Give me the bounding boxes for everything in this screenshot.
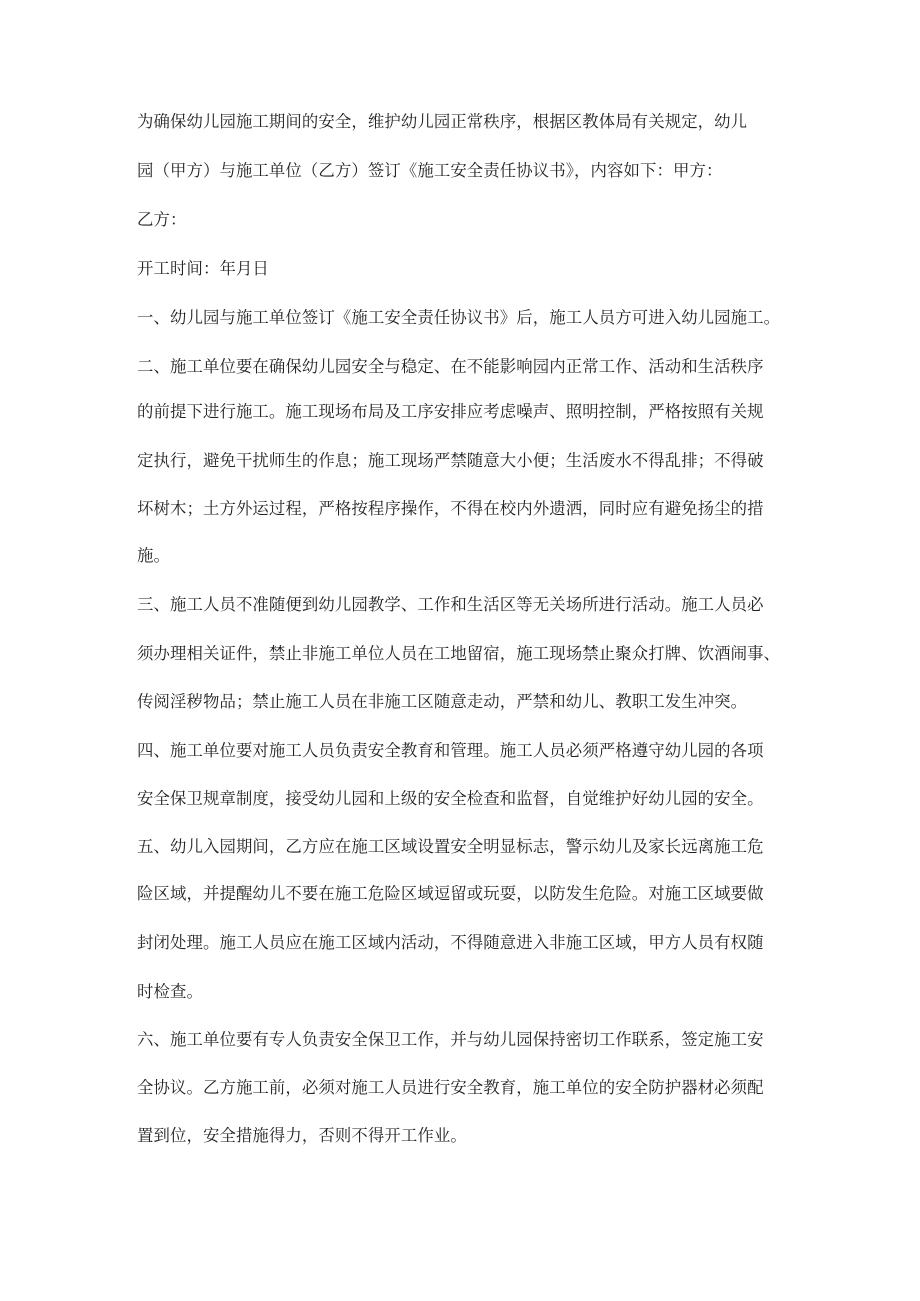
clause-2-line-3: 定执行，避免干扰师生的作息；施工现场严禁随意大小便；生活废水不得乱排；不得破 — [137, 451, 764, 470]
clause-5-line-3: 封闭处理。施工人员应在施工区域内活动，不得随意进入非施工区域，甲方人员有权随 — [137, 933, 764, 952]
clause-3-line-3: 传阅淫秽物品；禁止施工人员在非施工区随意走动，严禁和幼儿、教职工发生冲突。 — [137, 692, 748, 711]
clause-5-line-4: 时检查。 — [137, 982, 203, 1001]
clause-6-line-2: 全协议。乙方施工前，必须对施工人员进行安全教育，施工单位的安全防护器材必须配 — [137, 1078, 764, 1097]
clause-6-line-1: 六、施工单位要有专人负责安全保卫工作，并与幼儿园保持密切工作联系，签定施工安 — [137, 1030, 764, 1049]
clause-1-line-1: 一、幼儿园与施工单位签订《施工安全责任协议书》后，施工人员方可进入幼儿园施工。 — [137, 308, 781, 327]
intro-line-1: 为确保幼儿园施工期间的安全，维护幼儿园正常秩序，根据区教体局有关规定，幼儿 — [137, 112, 748, 131]
clause-2-line-2: 的前提下进行施工。施工现场布局及工序安排应考虑噪声、照明控制，严格按照有关规 — [137, 402, 764, 421]
clause-3-line-1: 三、施工人员不准随便到幼儿园教学、工作和生活区等无关场所进行活动。施工人员必 — [137, 595, 764, 614]
clause-2-line-5: 施。 — [137, 546, 170, 565]
clause-4-line-1: 四、施工单位要对施工人员负责安全教育和管理。施工人员必须严格遵守幼儿园的各项 — [137, 741, 764, 760]
clause-2-line-1: 二、施工单位要在确保幼儿园安全与稳定、在不能影响园内正常工作、活动和生活秩序 — [137, 357, 764, 376]
clause-3-line-2: 须办理相关证件，禁止非施工单位人员在工地留宿，施工现场禁止聚众打牌、饮酒闹事、 — [137, 644, 781, 663]
clause-6-line-3: 置到位，安全措施得力，否则不得开工作业。 — [137, 1126, 467, 1145]
party-b-line: 乙方： — [137, 210, 187, 229]
clause-2-line-4: 坏树木；土方外运过程，严格按程序操作，不得在校内外遗洒，同时应有避免扬尘的措 — [137, 499, 764, 518]
intro-line-2: 园（甲方）与施工单位（乙方）签订《施工安全责任协议书》，内容如下：甲方： — [137, 161, 723, 180]
start-date-line: 开工时间：年月日 — [137, 259, 269, 278]
clause-5-line-1: 五、幼儿入园期间，乙方应在施工区域设置安全明显标志，警示幼儿及家长远离施工危 — [137, 837, 764, 856]
clause-4-line-2: 安全保卫规章制度，接受幼儿园和上级的安全检查和监督，自觉维护好幼儿园的安全。 — [137, 789, 764, 808]
clause-5-line-2: 险区域，并提醒幼儿不要在施工危险区域逗留或玩耍，以防发生危险。对施工区域要做 — [137, 884, 764, 903]
